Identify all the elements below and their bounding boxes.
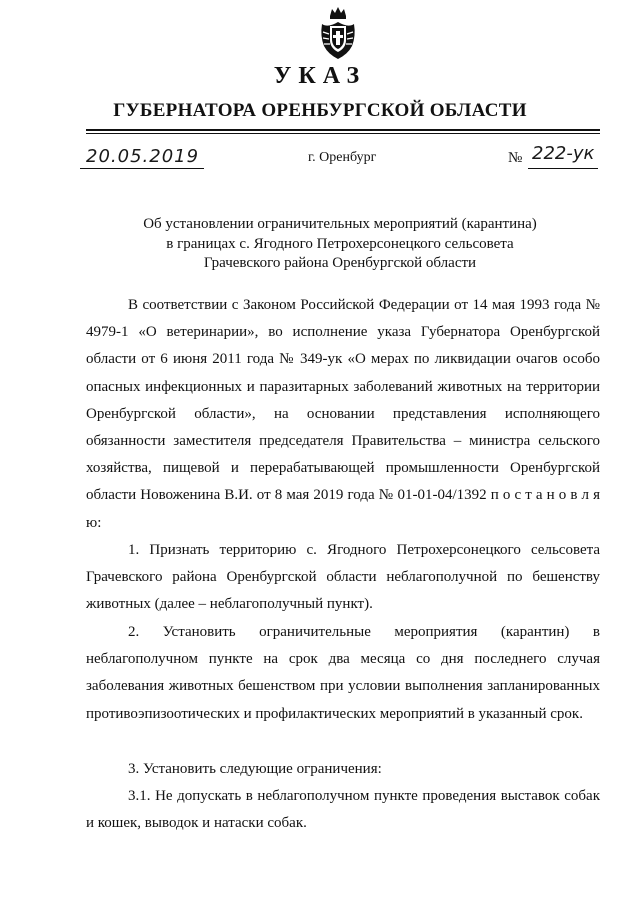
- issuer-title: ГУБЕРНАТОРА ОРЕНБУРГСКОЙ ОБЛАСТИ: [113, 100, 527, 121]
- heading-line: Об установлении ограничительных мероприятий (карантина): [143, 216, 537, 232]
- decree-date: 20.05.2019: [86, 146, 200, 167]
- date-underline: [80, 168, 204, 169]
- coat-of-arms-icon: [318, 6, 358, 62]
- clause-3-paragraph: 3. Установить следующие ограничения:: [128, 761, 382, 777]
- number-sign: №: [508, 150, 523, 166]
- decree-heading: [100, 215, 580, 274]
- clause-3-1-paragraph: 3.1. Не допускать в неблагополучном пункте проведения выставок собак и кошек, выводок и натаски собак.: [86, 788, 600, 832]
- header-rule-thin: [86, 133, 600, 134]
- preamble-paragraph: В соответствии с Законом Российской Федерации от 14 мая 1993 года № 4979-1 «О ветеринарии», во исполнение указа Губернатора Оренбургской области от 6 июня 2011 года № 349-ук «О мерах по ликвидации очагов особо опасных инфекционных и паразитарных заболеваний животных на территории Оренбургской области», на основании представления исполняющего обязанности заместителя председателя Правительства – министра сельского хозяйства, пищевой и перерабатывающей промышленности Оренбургской области Новоженина В.И. от 8 мая 2019 года № 01-01-04/1392 п о с т а н о в л я ю:: [86, 297, 600, 531]
- document-type-title: УКАЗ: [273, 63, 367, 89]
- city-label: г. Оренбург: [308, 150, 377, 165]
- heading-line: Грачевского района Оренбургской области: [203, 255, 477, 271]
- clause-1-paragraph: 1. Признать территорию с. Ягодного Петрохерсонецкого сельсовета Грачевского района Оренбургской области неблагополучной по бешенству животных (далее – неблагополучный пункт).: [86, 542, 600, 613]
- decree-number: 222-ук: [532, 143, 595, 164]
- heading-line: в границах с. Ягодного Петрохерсонецкого сельсовета: [166, 235, 514, 252]
- header-rule-thick: [86, 129, 600, 131]
- clause-2-paragraph: 2. Установить ограничительные мероприятия (карантин) в неблагополучном пункте на срок два месяца со дня последнего случая заболевания животных бешенством при условии выполнения запланированных противоэпизоотических и профилактических мероприятий в указанный срок.: [86, 624, 600, 722]
- number-underline: [528, 168, 598, 169]
